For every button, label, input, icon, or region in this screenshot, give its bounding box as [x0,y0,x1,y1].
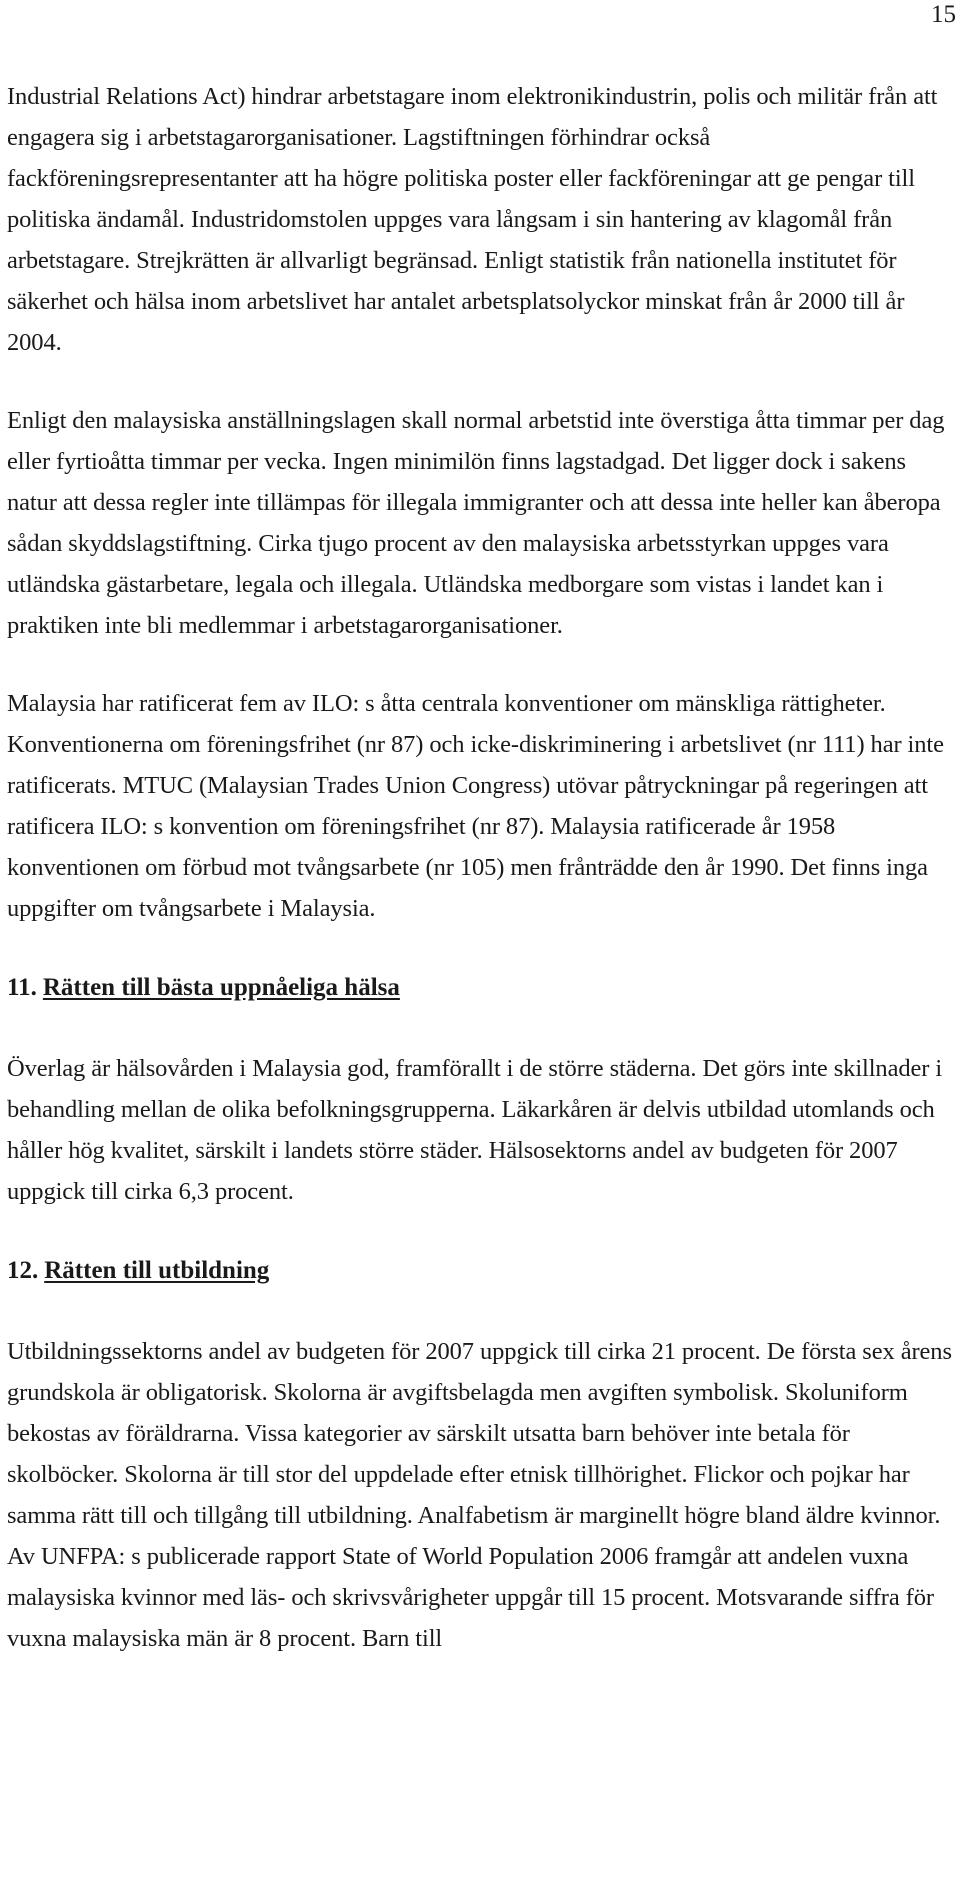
section-number: 12. [7,1257,39,1284]
section-heading-education [7,1250,952,1291]
paragraph-ilo-conventions: Malaysia har ratificerat fem av ILO: s åtta centrala konventioner om mänskliga rättigheter. Konventionerna om föreningsfrihet (nr 87) och icke-diskriminering i arbetslivet (nr 111) har inte ratificerats. MTUC (Malaysian Trades Union Congress) utövar påtryckningar på regeringen att ratificera ILO: s konvention om föreningsfrihet (nr 87). Malaysia ratificerade år 1958 konventionen om förbud mot tvångsarbete (nr 105) men frånträdde den år 1990. Det finns inga uppgifter om tvångsarbete i Malaysia. [7,690,944,922]
section-heading-health [7,967,952,1008]
document-body [7,76,952,1659]
paragraph-labor-law: Industrial Relations Act) hindrar arbetstagare inom elektronikindustrin, polis och militär från att engagera sig i arbetstagarorganisationer. Lagstiftningen förhindrar också fackföreningsrepresentanter att ha högre politiska poster eller fackföreningar att ge pengar till politiska ändamål. Industridomstolen uppges vara långsam i sin hantering av klagomål från arbetstagare. Strejkrätten är allvarligt begränsad. Enligt statistik från nationella institutet för säkerhet och hälsa inom arbetslivet har antalet arbetsplatsolyckor minskat från år 2000 till år 2004. [7,83,938,356]
section-title: Rätten till utbildning [44,1257,270,1284]
section-title: Rätten till bästa uppnåeliga hälsa [42,974,400,1001]
section-number: 11. [7,974,37,1001]
paragraph-health: Överlag är hälsovården i Malaysia god, framförallt i de större städerna. Det görs inte skillnader i behandling mellan de olika befolkningsgrupperna. Läkarkåren är delvis utbildad utomlands och håller hög kvalitet, särskilt i landets större städer. Hälsosektorns andel av budgeten för 2007 uppgick till cirka 6,3 procent. [7,1055,943,1205]
paragraph-education: Utbildningssektorns andel av budgeten för 2007 uppgick till cirka 21 procent. De första sex årens grundskola är obligatorisk. Skolorna är avgiftsbelagda men avgiften symbolisk. Skoluniform bekostas av föräldrarna. Vissa kategorier av särskilt utsatta barn behöver inte betala för skolböcker. Skolorna är till stor del uppdelade efter etnisk tillhörighet. Flickor och pojkar har samma rätt till och tillgång till utbildning. Analfabetism är marginellt högre bland äldre kvinnor. Av UNFPA: s publicerade rapport State of World Population 2006 framgår att andelen vuxna malaysiska kvinnor med läs- och skrivsvårigheter uppgår till 15 procent. Motsvarande siffra för vuxna malaysiska män är 8 procent. Barn till [7,1338,952,1652]
paragraph-working-hours: Enligt den malaysiska anställningslagen skall normal arbetstid inte överstiga åtta timmar per dag eller fyrtioåtta timmar per vecka. Ingen minimilön finns lagstadgad. Det ligger dock i sakens natur att dessa regler inte tillämpas för illegala immigranter och att dessa inte heller kan åberopa sådan skyddslagstiftning. Cirka tjugo procent av den malaysiska arbetsstyrkan uppges vara utländska gästarbetare, legala och illegala. Utländska medborgare som vistas i landet kan i praktiken inte bli medlemmar i arbetstagarorganisationer. [7,407,945,639]
page-number: 15 [931,1,956,28]
